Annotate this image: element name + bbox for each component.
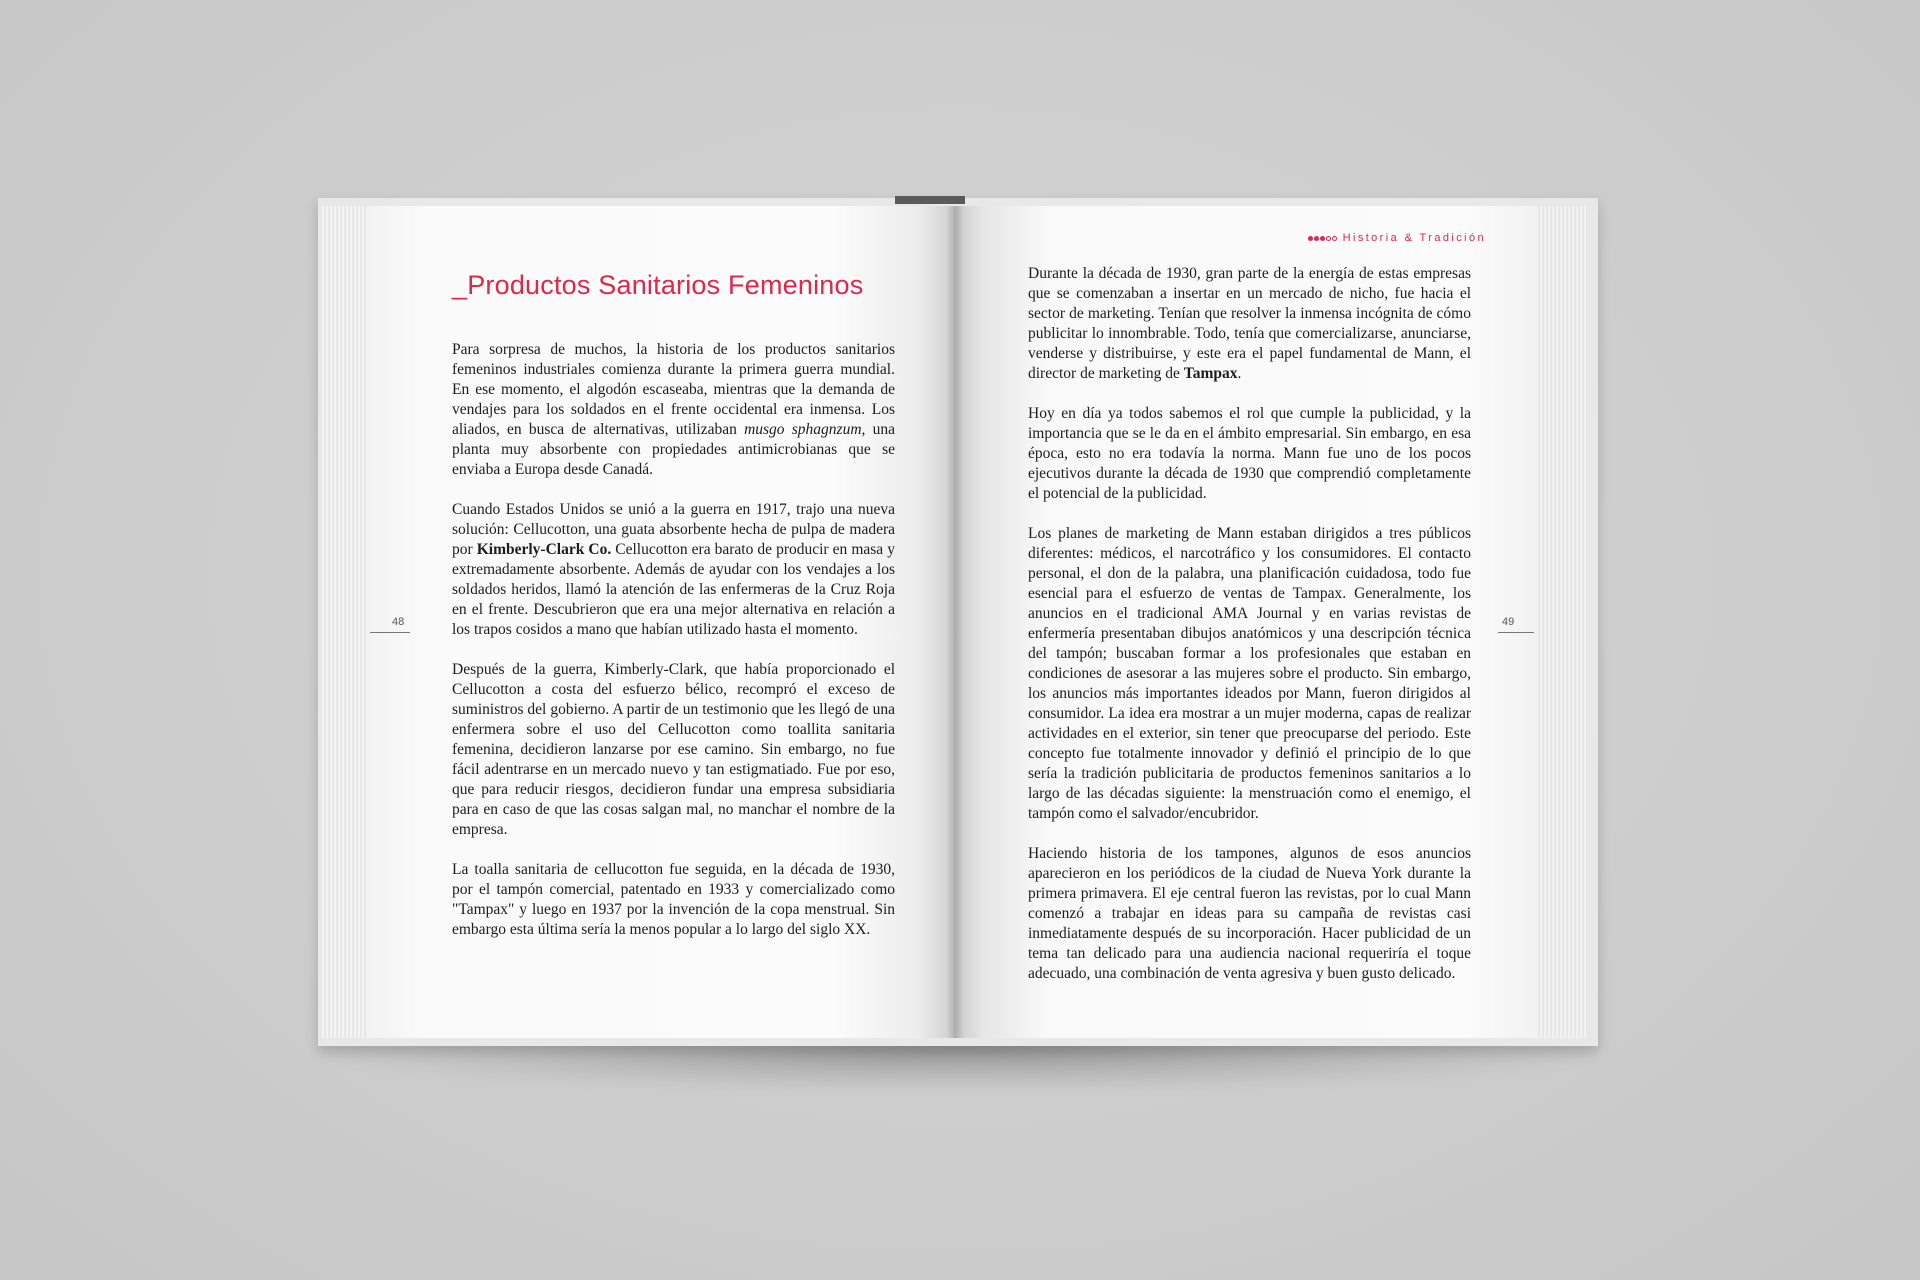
paragraph: Durante la década de 1930, gran parte de la energía de estas empresas que se comenzaban a insertar en un mercado de nicho, fue hacia el sector de marketing. Tenían que resolver la inmensa incógnita de cómo publicitar lo innombrable. Todo, tenía que comercializarse, anunciarse, venderse y distribuirse, y este era el papel fundamental de Mann, el director de marketing de Tampax. <box>1028 265 1471 382</box>
left-page-edges <box>322 206 368 1038</box>
paragraph: Los planes de marketing de Mann estaban dirigidos a tres públicos diferentes: médicos, el narcotráfico y los consumidores. El contacto personal, el don de la palabra, una planificación cuidadosa, todo fue esencial para el esfuerzo de ventas de Tampax. Generalmente, los anuncios en el tradicional AMA Journal y en varias revistas de enfermería presentaban dibujos anatómicos y una descripción técnica del tampón; buscaban formar a los profesionales que estaban en condiciones de asesorar a las mujeres sobre el producto. Sin embargo, los anuncios más importantes ideados por Mann, fueron dirigidos al consumidor. La idea era mostrar a un mujer moderna, capas de realizar actividades en el exterior, sin tener que preocuparse del periodo. Este concepto fue totalmente innovador y definió el principio de lo que sería la tradición publicitaria de productos femeninos sanitarios a lo largo de las décadas siguiente: la menstruación como el enemigo, el tampón como el salvador/encubridor. <box>1028 525 1471 822</box>
folio-rule <box>1498 632 1534 633</box>
chapter-title: _Productos Sanitarios Femeninos <box>452 270 864 300</box>
dots-icon <box>1308 236 1337 241</box>
paragraph: La toalla sanitaria de cellucotton fue seguida, en la década de 1930, por el tampón comercial, patentado en 1933 y comercializado como "Tampax" y luego en 1937 por la invención de la copa menstrual. Sin embargo esta última sería la menos popular a lo largo del siglo XX. <box>452 861 895 938</box>
running-head <box>1308 232 1486 244</box>
folio-rule <box>370 632 410 633</box>
page-number: 49 <box>1502 616 1515 628</box>
paragraph: Hoy en día ya todos sabemos el rol que cumple la publicidad, y la importancia que se le da en el ámbito empresarial. Sin embargo, en esa época, esto no era todavía la norma. Mann fue uno de los pocos ejecutivos durante la década de 1930 que comprendió completamente el potencial de la publicidad. <box>1028 405 1471 502</box>
book-spine <box>895 196 965 204</box>
right-page <box>954 206 1536 1038</box>
right-page-body <box>1028 264 1471 1004</box>
paragraph: Después de la guerra, Kimberly-Clark, que había proporcionado el Cellucotton a costa del esfuerzo bélico, recompró el exceso de suministros del gobierno. A partir de un testimonio que les llegó de una enfermera sobre el uso del Cellucotton como toallita sanitaria femenina, decidieron lanzarse por ese camino. Sin embargo, no fue fácil adentrarse en un mercado nuevo y tan estigmatiado. Fue por eso, que para reducir riesgos, decidieron fundar una empresa subsidiaria para en caso de que las cosas salgan mal, no manchar el nombre de la empresa. <box>452 661 895 838</box>
left-page-body <box>452 340 895 960</box>
running-head-text: Historia & Tradición <box>1342 232 1486 244</box>
page-number: 48 <box>392 616 405 628</box>
book-gutter <box>946 206 964 1038</box>
paragraph: Haciendo historia de los tampones, algunos de esos anuncios aparecieron en los periódicos de la ciudad de Nueva York durante la primera primavera. El eje central fueron las revistas, por lo cual Mann comenzó a trabajar en ideas para su campaña de revistas casi inmediatamente después de su incorporación. Hacer publicidad de un tema tan delicado para una audiencia nacional requeriría el toque adecuado, una combinación de venta agresiva y buen gusto delicado. <box>1028 845 1471 982</box>
left-page <box>366 206 954 1038</box>
right-page-edges <box>1536 206 1588 1038</box>
paragraph: Para sorpresa de muchos, la historia de los productos sanitarios femeninos industriales comienza durante la primera guerra mundial. En ese momento, el algodón escaseaba, mientras que la demanda de vendajes para los soldados en el frente occidental era inmensa. Los aliados, en busca de alternativas, utilizaban musgo sphagnzum, una planta muy absorbente con propiedades antimicrobianas que se enviaba a Europa desde Canadá. <box>452 341 895 478</box>
paragraph: Cuando Estados Unidos se unió a la guerra en 1917, trajo una nueva solución: Cellucotton, una guata absorbente hecha de pulpa de madera por Kimberly-Clark Co. Cellucotton era barato de producir en masa y extremadamente absorbente. Además de ayudar con los vendajes a los soldados heridos, llamó la atención de las enfermeras de la Cruz Roja en el frente. Descubrieron que era una mejor alternativa en relación a los trapos cosidos a mano que habían utilizado hasta el momento. <box>452 501 895 638</box>
